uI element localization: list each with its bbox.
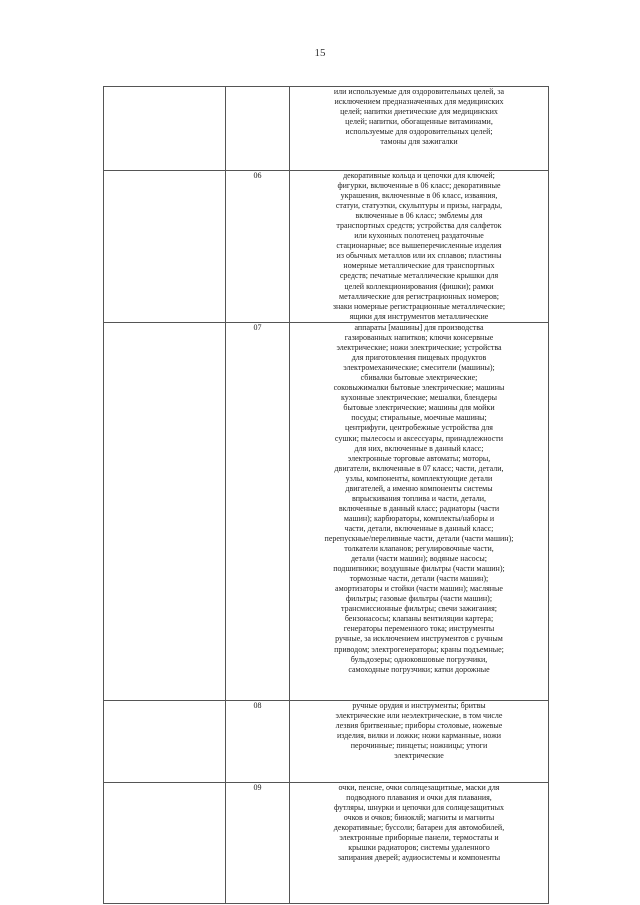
class-code-cell: 09 — [226, 783, 290, 904]
description-line: включенные в 06 класс; эмблемы для — [355, 211, 483, 221]
description-line: тамоны для зажигалки — [380, 137, 458, 147]
table-row — [104, 323, 549, 701]
empty-cell — [104, 783, 226, 904]
description-line: из обычных металлов или их сплавов; пластины — [336, 251, 502, 261]
description-line: самоходные погрузчики; катки дорожные — [348, 664, 490, 674]
empty-cell — [104, 87, 226, 171]
description-line: запирания дверей; аудиосистемы и компоненты — [337, 853, 501, 863]
goods-classification-table — [103, 86, 549, 904]
description-line: лезвия бритвенные; приборы столовые, ножевые — [335, 721, 503, 731]
page-number: 15 — [314, 47, 326, 59]
table-row — [104, 701, 549, 783]
description-line: целей; напитки диетические для медицинских — [340, 107, 498, 117]
description-line: подводного плавания и очки для плавания, — [346, 793, 492, 803]
goods-description-cell — [290, 171, 549, 323]
description-line: очки, пенсне, очки солнцезащитные, маски для — [338, 783, 500, 792]
table-row — [104, 171, 549, 323]
description-line: детали (части машин); водяные насосы; — [350, 554, 488, 564]
description-line: подшипники; воздушные фильтры (части машин); — [333, 564, 505, 574]
description-line: крышки радиаторов; системы удаленного — [348, 843, 490, 853]
description-line: газированных напитков; ключи консервные — [344, 333, 494, 343]
description-line: кухонные электрические; мешалки, блендеры — [341, 393, 497, 403]
description-line: для приготовления пищевых продуктов — [351, 353, 487, 363]
description-line: транспортных средств; устройства для салфеток — [336, 221, 502, 231]
empty-cell — [104, 323, 226, 701]
description-line: электронные торговые автоматы; моторы, — [347, 453, 491, 463]
description-line: целей; напитки, обогащенные витаминами, — [345, 117, 493, 127]
description-line: аппараты [машины] для производства — [354, 323, 484, 332]
description-line: декоративные; буссоли; батареи для автомобилей, — [333, 823, 505, 833]
description-line: трансмиссионные фильтры; свечи зажигания; — [341, 604, 497, 614]
description-line: номерные металлические для транспортных — [343, 261, 495, 271]
description-line: перепускные/переливные части, детали (части машин); — [324, 533, 514, 543]
description-line: электрические — [394, 751, 444, 761]
description-line: соковыжималки бытовые электрические; машины — [333, 383, 505, 393]
description-line: бензонасосы; клапаны вентиляции картера; — [344, 614, 494, 624]
description-line: двигатели, включенные в 07 класс; части, детали, — [334, 463, 504, 473]
description-line: впрыскивания топлива и части, детали, — [351, 493, 487, 503]
description-line: двигателей, а именно компоненты системы — [345, 483, 493, 493]
description-line: очков и очков; биноклй; магниты и магниты — [343, 813, 495, 823]
description-line: тормозные части, детали (части машин); — [349, 574, 489, 584]
description-line: электронные приборные панели, термостаты и — [339, 833, 499, 843]
description-line: посуды; стиральные, моечные машины; — [351, 413, 487, 423]
description-line: фигурки, включенные в 06 класс; декоративные — [337, 181, 501, 191]
description-line: генераторы переменного тока; инструменты — [343, 624, 495, 634]
description-line: электрические или неэлектрические, в том числе — [335, 711, 503, 721]
description-line: используемые для оздоровительных целей; — [345, 127, 493, 137]
description-line: знаки номерные регистрационные металлические; — [332, 301, 506, 311]
class-code-cell: 06 — [226, 171, 290, 323]
goods-description-cell — [290, 701, 549, 783]
description-line: фильтры; газовые фильтры (части машин); — [345, 594, 493, 604]
description-line: узлы, компоненты, комплектующие детали — [345, 473, 493, 483]
description-line: стационарные; все вышеперечисленные изделия — [336, 241, 502, 251]
description-line: сушки; пылесосы и аксессуары, принадлежности — [334, 433, 504, 443]
description-line: ящики для инструментов металлические — [349, 311, 489, 321]
description-line: электромеханические; смесители (машины); — [343, 363, 495, 373]
description-line: машин); карбюраторы, комплекты/наборы и — [343, 513, 495, 523]
description-line: декоративные кольца и цепочки для ключей; — [343, 171, 495, 180]
description-line: перочинные; пинцеты; ножницы; утюги — [350, 741, 488, 751]
goods-description-cell — [290, 87, 549, 171]
description-line: украшения, включенные в 06 класс, изваяния, — [340, 191, 498, 201]
description-line: металлические для регистрационных номеров; — [339, 291, 499, 301]
empty-cell — [104, 171, 226, 323]
class-code-cell: 08 — [226, 701, 290, 783]
class-code-cell — [226, 87, 290, 171]
description-line: ручные орудия и инструменты; бритвы — [352, 701, 486, 710]
description-line: включенные в данный класс; радиаторы (части — [338, 503, 500, 513]
description-line: футляры, шнурки и цепочки для солнцезащитных — [333, 803, 504, 813]
description-line: бытовые электрические; машины для мойки — [343, 403, 495, 413]
description-line: средств; печатные металлические крышки для — [339, 271, 499, 281]
description-line: толкатели клапанов; регулировочные части, — [344, 544, 494, 554]
description-line: части, детали, включенные в данный класс; — [344, 523, 494, 533]
description-line: целей коллекционирования (фишки); рамки — [344, 281, 494, 291]
goods-description-cell — [290, 323, 549, 701]
table-row — [104, 783, 549, 904]
description-line: приводом; электрогенераторы; краны подъемные; — [334, 644, 504, 654]
description-line: сбивалки бытовые электрические; — [360, 373, 478, 383]
description-line: амортизаторы и стойки (части машин); масляные — [335, 584, 503, 594]
table-row — [104, 87, 549, 171]
description-line: для них, включенные в данный класс; — [354, 443, 484, 453]
description-line: статуи, статуэтки, скульптуры и призы, награды, — [335, 201, 503, 211]
description-line: ручные, за исключением инструментов с ручным — [335, 634, 503, 644]
description-line: центрифуги, центробежные устройства для — [345, 423, 493, 433]
class-code-cell: 07 — [226, 323, 290, 701]
goods-description-cell — [290, 783, 549, 904]
description-line: электрические; ножи электрические; устройства — [336, 343, 502, 353]
description-line: или используемые для оздоровительных целей, за — [333, 87, 505, 96]
description-line: исключением предназначенных для медицинских — [334, 97, 504, 107]
description-line: изделия, вилки и ложки; ножи карманные, ножи — [336, 731, 502, 741]
description-line: или кухонных полотенец раздаточные — [354, 231, 484, 241]
description-line: бульдозеры; одноковшовые погрузчики, — [350, 654, 488, 664]
empty-cell — [104, 701, 226, 783]
